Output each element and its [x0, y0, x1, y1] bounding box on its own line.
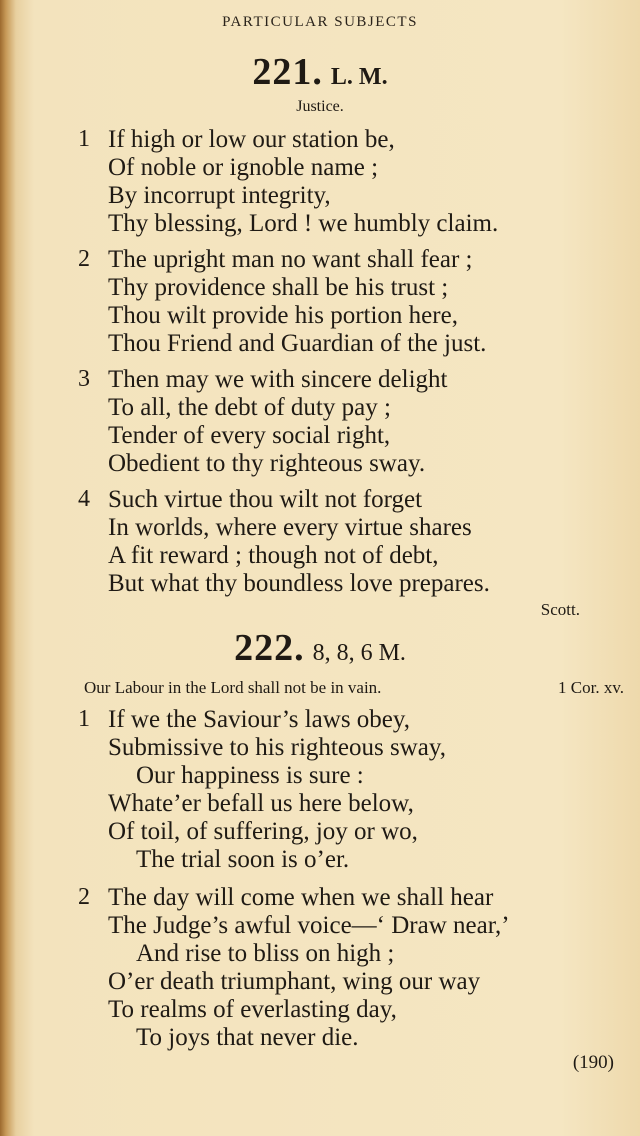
hymn-number: 221. — [252, 51, 323, 93]
verse-line: And rise to bliss on high ; — [136, 940, 395, 967]
hymn-subtitle-line — [84, 678, 624, 698]
verse-line: Thy providence shall be his trust ; — [108, 274, 449, 301]
verse-line: Whate’er befall us here below, — [108, 790, 414, 817]
hymn-subtitle: Our Labour in the Lord shall not be in vain. — [84, 678, 382, 697]
verse-line: To realms of everlasting day, — [108, 996, 397, 1023]
verse-line: To all, the debt of duty pay ; — [108, 394, 391, 421]
verse-line: Of toil, of suffering, joy or wo, — [108, 818, 418, 845]
verse-line: Thou wilt provide his portion here, — [108, 302, 458, 329]
verse-line: Submissive to his righteous sway, — [108, 734, 446, 761]
verse-line: The day will come when we shall hear — [108, 884, 494, 911]
hymn-meter: L. M. — [330, 64, 388, 90]
verse-line: Thou Friend and Guardian of the just. — [108, 330, 487, 357]
verse-line: A fit reward ; though not of debt, — [108, 542, 439, 569]
verse-line: But what thy boundless love prepares. — [108, 570, 490, 597]
verse-line: O’er death triumphant, wing our way — [108, 968, 481, 995]
hymn-number: 222. — [234, 627, 305, 669]
hymn-subtitle: Justice. — [296, 98, 344, 115]
verse-line: Our happiness is sure : — [136, 762, 364, 789]
author-attribution: Scott. — [540, 600, 580, 619]
verse-line: Tender of every social right, — [108, 422, 391, 449]
page-number: (190) — [572, 1052, 614, 1073]
verse-number: 1 — [78, 126, 90, 152]
verse-line: Such virtue thou wilt not forget — [108, 486, 423, 513]
verse-line: If high or low our station be, — [108, 126, 395, 153]
verse-line: By incorrupt integrity, — [108, 182, 331, 209]
verse-number: 3 — [78, 366, 90, 392]
verse-line: The upright man no want shall fear ; — [108, 246, 473, 273]
verse-line: In worlds, where every virtue shares — [108, 514, 472, 541]
verse-line: If we the Saviour’s laws obey, — [108, 706, 411, 733]
running-head: PARTICULAR SUBJECTS — [222, 14, 418, 30]
verse-line: The Judge’s awful voice—‘ Draw near,’ — [108, 912, 510, 939]
verse-number: 2 — [78, 246, 90, 272]
verse-number: 2 — [78, 884, 90, 910]
hymn-meter: 8, 8, 6 M. — [312, 640, 406, 666]
scripture-reference: 1 Cor. xv. — [558, 678, 624, 697]
verse-line: To joys that never die. — [136, 1024, 359, 1051]
verse-line: Then may we with sincere delight — [108, 366, 448, 393]
hymn-221-heading — [0, 50, 640, 94]
verse-number: 4 — [78, 486, 90, 512]
hymn-222-heading — [0, 626, 640, 670]
verse-number: 1 — [78, 706, 90, 732]
verse-line: The trial soon is o’er. — [136, 846, 350, 873]
verse-line: Thy blessing, Lord ! we humbly claim. — [108, 210, 499, 237]
verse-line: Obedient to thy righteous sway. — [108, 450, 426, 477]
verse-line: Of noble or ignoble name ; — [108, 154, 379, 181]
